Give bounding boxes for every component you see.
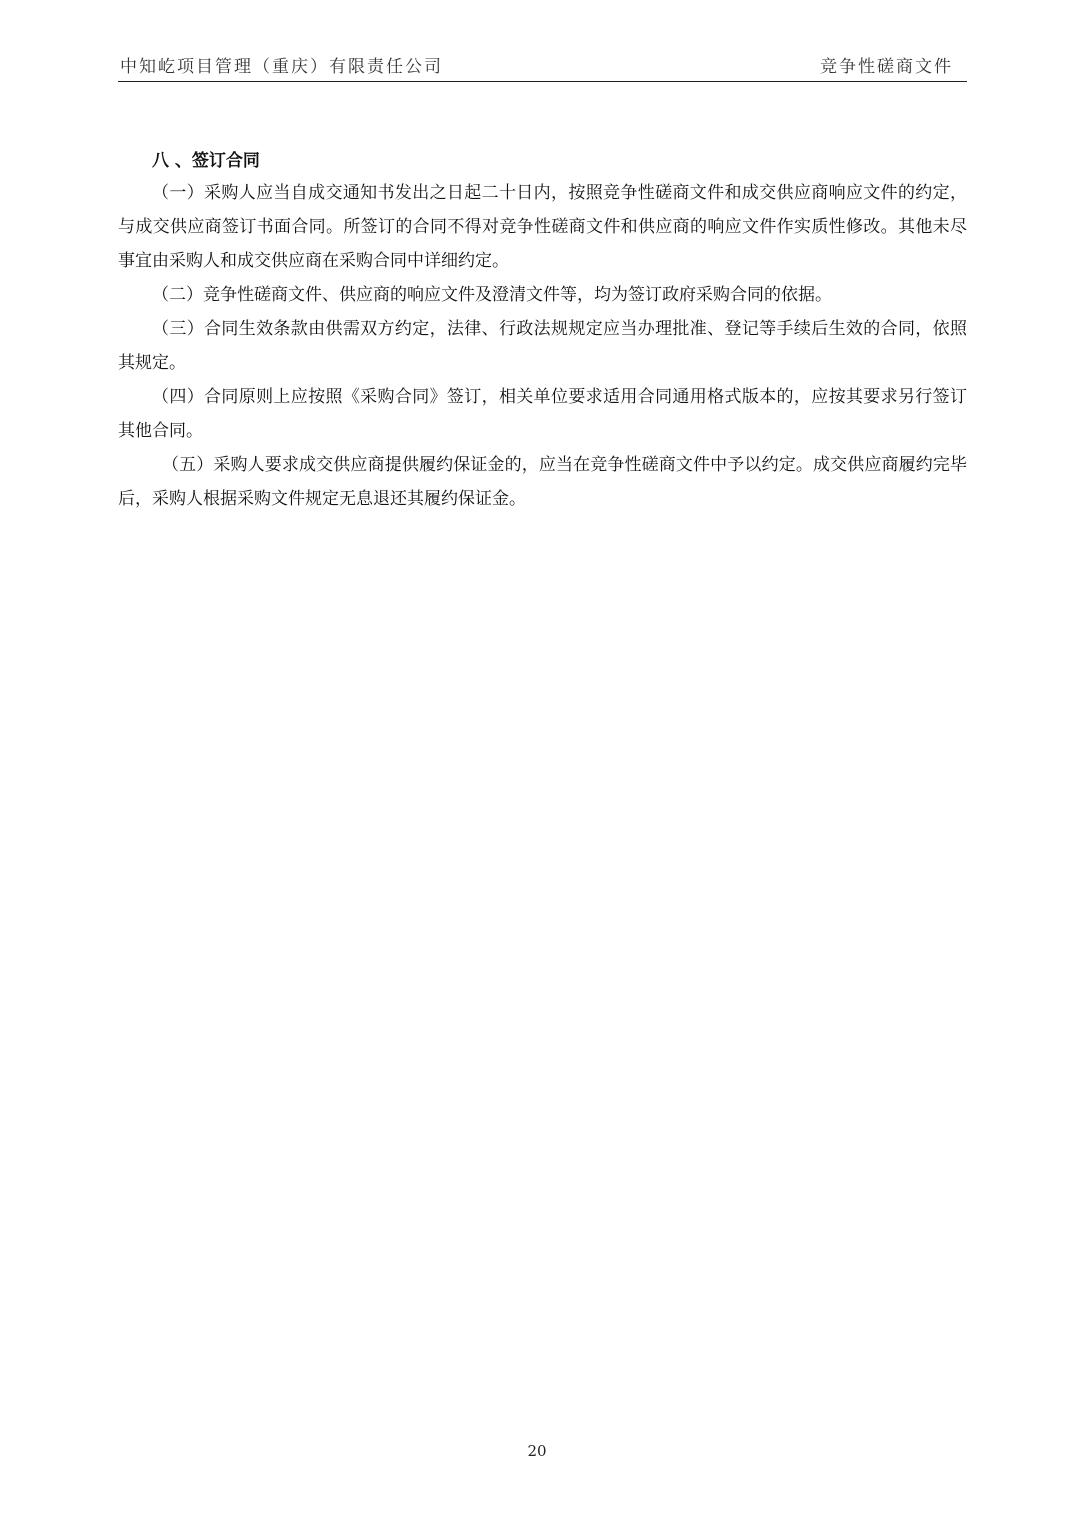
page-number: 20 <box>527 1442 547 1460</box>
paragraph-1: （一）采购人应当自成交通知书发出之日起二十日内，按照竞争性磋商文件和成交供应商响应文件的约定，与成交供应商签订书面合同。所签订的合同不得对竞争性磋商文件和供应商的响应文件作实质性修改。其他未尽事宜由采购人和成交供应商在采购合同中详细约定。 <box>118 183 967 271</box>
paragraph-2: （二）竞争性磋商文件、供应商的响应文件及澄清文件等，均为签订政府采购合同的依据。 <box>152 285 832 305</box>
paragraph-3: （三）合同生效条款由供需双方约定，法律、行政法规规定应当办理批准、登记等手续后生效的合同，依照其规定。 <box>118 319 967 373</box>
header-document-title: 竞争性磋商文件 <box>820 57 953 77</box>
section-title: 八 、签订合同 <box>152 151 260 171</box>
page-header <box>118 50 967 82</box>
document-body <box>118 150 967 516</box>
paragraph-5: （五）采购人要求成交供应商提供履约保证金的，应当在竞争性磋商文件中予以约定。成交供应商履约完毕后，采购人根据采购文件规定无息退还其履约保证金。 <box>118 455 967 509</box>
header-company-name: 中知屹项目管理（重庆）有限责任公司 <box>120 57 443 77</box>
paragraph-4: （四）合同原则上应按照《采购合同》签订，相关单位要求适用合同通用格式版本的，应按其要求另行签订其他合同。 <box>118 387 967 441</box>
